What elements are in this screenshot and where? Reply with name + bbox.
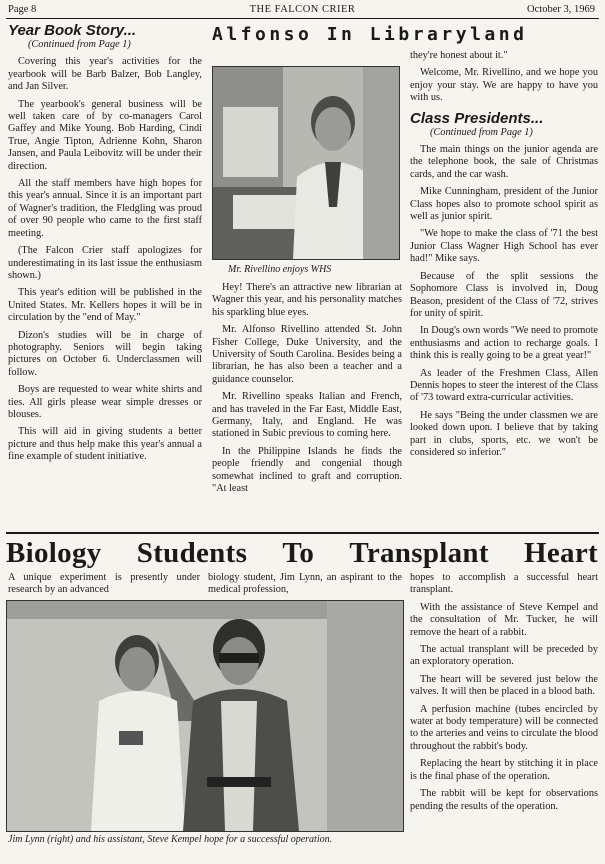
biology-paragraph: hopes to accomplish a successful heart transplant.: [410, 572, 598, 596]
biology-intro-left: A unique experiment is presently under research by an advanced: [8, 572, 200, 596]
rivellino-photo: [212, 66, 400, 260]
presidents-paragraph: Because of the split sessions the Sophomore Class is involved in, Doug Beason, president of the Class of '72, strives for unity of spirit.: [410, 270, 598, 319]
rivellino-caption: Mr. Rivellino enjoys WHS: [228, 264, 332, 275]
biology-headline-word: Biology: [6, 537, 102, 569]
biology-students-photo: [6, 600, 404, 832]
yearbook-story: [8, 22, 202, 528]
alfonso-paragraph: In the Philippine Islands he finds the people friendly and congenial though somewhat inclined to graft and corruption. "At least: [212, 445, 402, 495]
right-column: [410, 50, 598, 528]
presidents-paragraph: Mike Cunningham, president of the Junior Class hopes also to promote school spirit as well as junior spirit.: [410, 186, 598, 223]
page-number: Page 8: [8, 4, 37, 15]
yearbook-paragraph: (The Falcon Crier staff apologizes for underestimating in its last issue the enthusiasm shown.): [8, 245, 202, 281]
biology-paragraph: A perfusion machine (tubes encircled by water at body temperature) will be connected to the arteries and veins to circulate the blood throughout the rabbit's body.: [410, 703, 598, 752]
biology-headline-word: To: [282, 537, 315, 569]
section-divider: [6, 532, 599, 534]
presidents-paragraph: As leader of the Freshmen Class, Allen Dennis hopes to steer the interest of the Class of '73 toward extra-curricular activities.: [410, 367, 598, 404]
welcome-paragraph: Welcome, Mr. Rivellino, and we hope you enjoy your stay. We are happy to have you with us.: [410, 67, 598, 104]
biology-students-photo-art: [7, 601, 403, 831]
yearbook-paragraph: Boys are requested to wear white shirts and ties. All girls please wear simple dresses or blouses.: [8, 384, 202, 420]
biology-paragraph: The rabbit will be kept for observations pending the results of the operation.: [410, 788, 598, 812]
page-header: [6, 2, 599, 19]
presidents-paragraph: "We hope to make the class of '71 the best Junior Class Wagner High School has ever had!" Mike says.: [410, 228, 598, 265]
biology-headline: [6, 536, 598, 570]
yearbook-kicker: Year Book Story...: [8, 22, 137, 39]
alfonso-paragraph: Mr. Rivellino speaks Italian and French, and has traveled in the Far East, Middle East, Germany, Italy, and England. He was stationed in Subic previous to coming here.: [212, 391, 402, 440]
yearbook-paragraph: Dizon's studies will be in charge of photography. Seniors will begin taking pictures on October 6. Underclassmen will follow.: [8, 329, 202, 378]
biology-headline-word: Heart: [524, 537, 598, 569]
paper-name: THE FALCON CRIER: [249, 4, 356, 15]
biology-paragraph: Replacing the heart by stitching it in place is the final phase of the operation.: [410, 758, 598, 782]
yearbook-paragraph: The yearbook's general business will be well taken care of by co-managers Carol Gaffey and Mike Young. Bob Harding, Cindi True, Angie Tipton, Adrienne Kohn, Sharon Jansen, and Paula Leibovitz will be under their direction.: [8, 98, 202, 172]
alfonso-paragraph: Hey! There's an attractive new librarian at Wagner this year, and his personality matches his sparkling blue eyes.: [212, 282, 402, 318]
class-presidents-continued: (Continued from Page 1): [430, 126, 533, 138]
biology-paragraph: The heart will be severed just below the valves. It will then be placed in a blood bath.: [410, 673, 598, 698]
biology-headline-word: Students: [136, 537, 248, 569]
presidents-paragraph: In Doug's own words "We need to promote enthusiasms and action to recharge goals. I think this is really going to be a great year!": [410, 325, 598, 362]
biology-headline-word: Transplant: [349, 537, 489, 569]
yearbook-continued: (Continued from Page 1): [28, 39, 131, 50]
alfonso-paragraph: Mr. Alfonso Rivellino attended St. John Fisher College, Duke University, and the University of South Carolina. Besides being a librarian, he has also been a teacher and a guidance counselor.: [212, 324, 402, 385]
alfonso-headline: Alfonso In Libraryland: [212, 24, 528, 45]
biology-paragraph: With the assistance of Steve Kempel and the consultation of Mr. Tucker, he will remove the heart of a rabbit.: [410, 601, 598, 638]
yearbook-paragraph: This will aid in giving students a better picture and thus help make this year's annual a fine example of student initiative.: [8, 426, 202, 463]
yearbook-paragraph: Covering this year's activities for the yearbook will be Barb Balzer, Bob Langley, and Jan Silver.: [8, 56, 202, 93]
class-presidents-kicker: Class Presidents...: [410, 109, 544, 127]
alfonso-continued-text: they're honest about it.": [410, 50, 508, 61]
biology-caption: Jim Lynn (right) and his assistant, Steve Kempel hope for a successful operation.: [8, 834, 333, 845]
biology-story: [410, 572, 598, 864]
presidents-paragraph: He says "Being the under classmen we are looked down upon. I believe that by taking part in clubs, sports, etc. we won't be considered so inferior.": [410, 409, 598, 458]
yearbook-paragraph: This year's edition will be published in the United States. Mr. Kellers hopes it will be in circulation by the "end of May.": [8, 287, 202, 324]
biology-paragraph: The actual transplant will be preceded by an exploratory operation.: [410, 644, 598, 668]
yearbook-paragraph: All the staff members have high hopes for this year's annual. Since it is an important part of Wagner's tradition, the Fledgling was proud of over 90 people who came to the first staff meeting.: [8, 178, 202, 239]
biology-intro-mid: biology student, Jim Lynn, an aspirant to the medical profession,: [208, 572, 402, 596]
alfonso-story: [212, 282, 402, 528]
issue-date: October 3, 1969: [527, 4, 595, 15]
rivellino-photo-art: [213, 67, 399, 259]
presidents-paragraph: The main things on the junior agenda are the telephone book, the sale of Christmas cards, and the car wash.: [410, 144, 598, 180]
